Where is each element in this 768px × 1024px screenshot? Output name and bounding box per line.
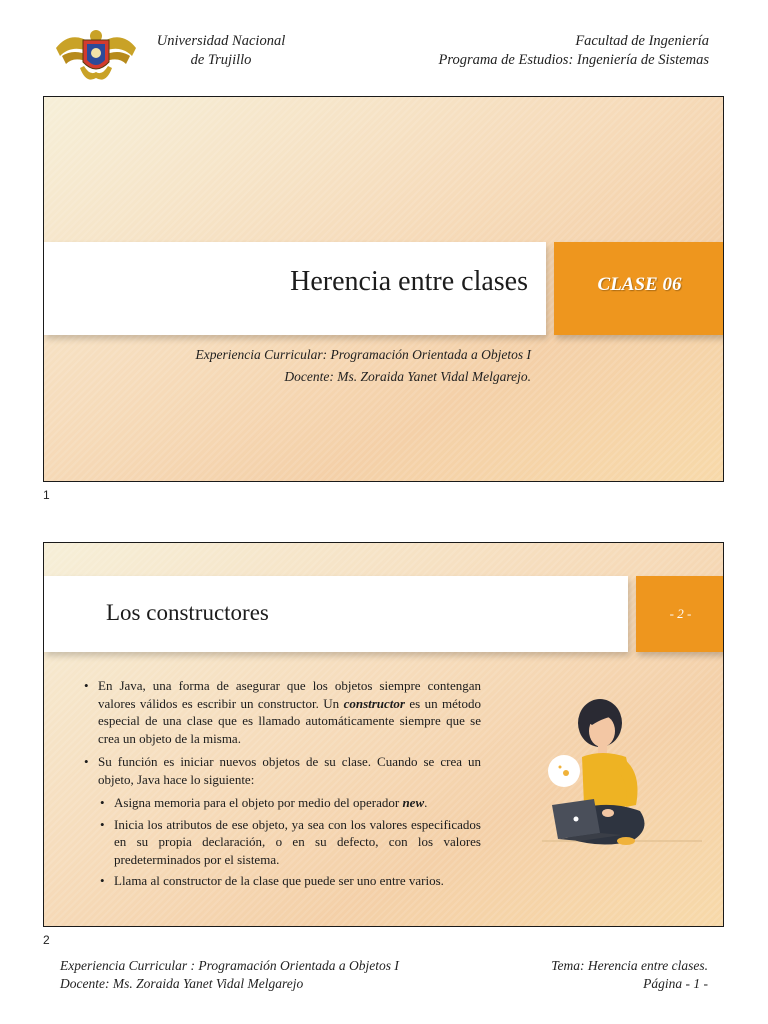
person-with-laptop-icon	[512, 693, 712, 873]
university-crest-icon	[50, 22, 142, 88]
bullet-text: Asigna memoria para el objeto por medio del operador	[114, 795, 403, 810]
faculty-line2: Programa de Estudios: Ingeniería de Sistemas	[438, 52, 709, 68]
slide-badge	[636, 576, 724, 652]
sub-bullet-item: • Llama al constructor de la clase que puede ser uno entre varios.	[100, 872, 481, 890]
class-badge	[554, 242, 724, 335]
faculty-name	[438, 32, 709, 70]
slide-badge-label: - 2 -	[669, 606, 692, 621]
bullet-text: .	[424, 795, 428, 810]
bullet-emphasis: constructor	[343, 695, 405, 711]
slide-title: Herencia entre clases	[290, 266, 528, 297]
slide-title: Los constructores	[106, 600, 269, 625]
slide-number-1: 1	[43, 488, 50, 502]
university-line2: de Trujillo	[190, 52, 252, 68]
course-line: Experiencia Curricular: Programación Orientada a Objetos I	[195, 347, 531, 362]
bullet-text: es un método especial de una clase que es llamado automáticamente siempre que se crea un objeto de la misma.	[98, 695, 481, 746]
footer-left	[60, 957, 399, 993]
footer-page: Página - 1 -	[643, 976, 708, 991]
footer-right	[551, 957, 708, 993]
university-line1: Universidad Nacional	[156, 33, 286, 49]
slide-1	[43, 96, 724, 482]
title-bar	[44, 576, 628, 652]
slide-subtitle	[196, 344, 531, 388]
footer-teacher: Docente: Ms. Zoraida Yanet Vidal Melgarejo	[60, 976, 304, 991]
class-badge-label: CLASE 06	[597, 274, 682, 295]
title-bar	[44, 242, 546, 335]
teacher-line: Docente: Ms. Zoraida Yanet Vidal Melgarejo.	[284, 369, 531, 384]
bullet-item: • Su función es iniciar nuevos objetos de su clase. Cuando se crea un objeto, Java hace lo siguiente:	[84, 753, 481, 788]
bullet-emphasis: new	[402, 795, 425, 810]
sub-bullet-item: • Inicia los atributos de ese objeto, ya sea con los valores especificados en su propia declaración, o en su defecto, con los valores predeterminados por el sistema.	[100, 816, 481, 869]
sub-bullet-item	[100, 794, 481, 812]
bullet-item	[84, 677, 481, 747]
faculty-line1: Facultad de Ingeniería	[575, 33, 709, 49]
footer-topic: Tema: Herencia entre clases.	[551, 958, 708, 973]
university-name	[146, 32, 296, 70]
footer-course: Experiencia Curricular : Programación Orientada a Objetos I	[60, 958, 399, 973]
slide-2	[43, 542, 724, 927]
slide-number-2: 2	[43, 933, 50, 947]
bullet-list	[84, 677, 481, 894]
bullet-text: En Java, una forma de asegurar que los objetos siempre contengan valores válidos es escribir un constructor. Un	[98, 678, 481, 711]
